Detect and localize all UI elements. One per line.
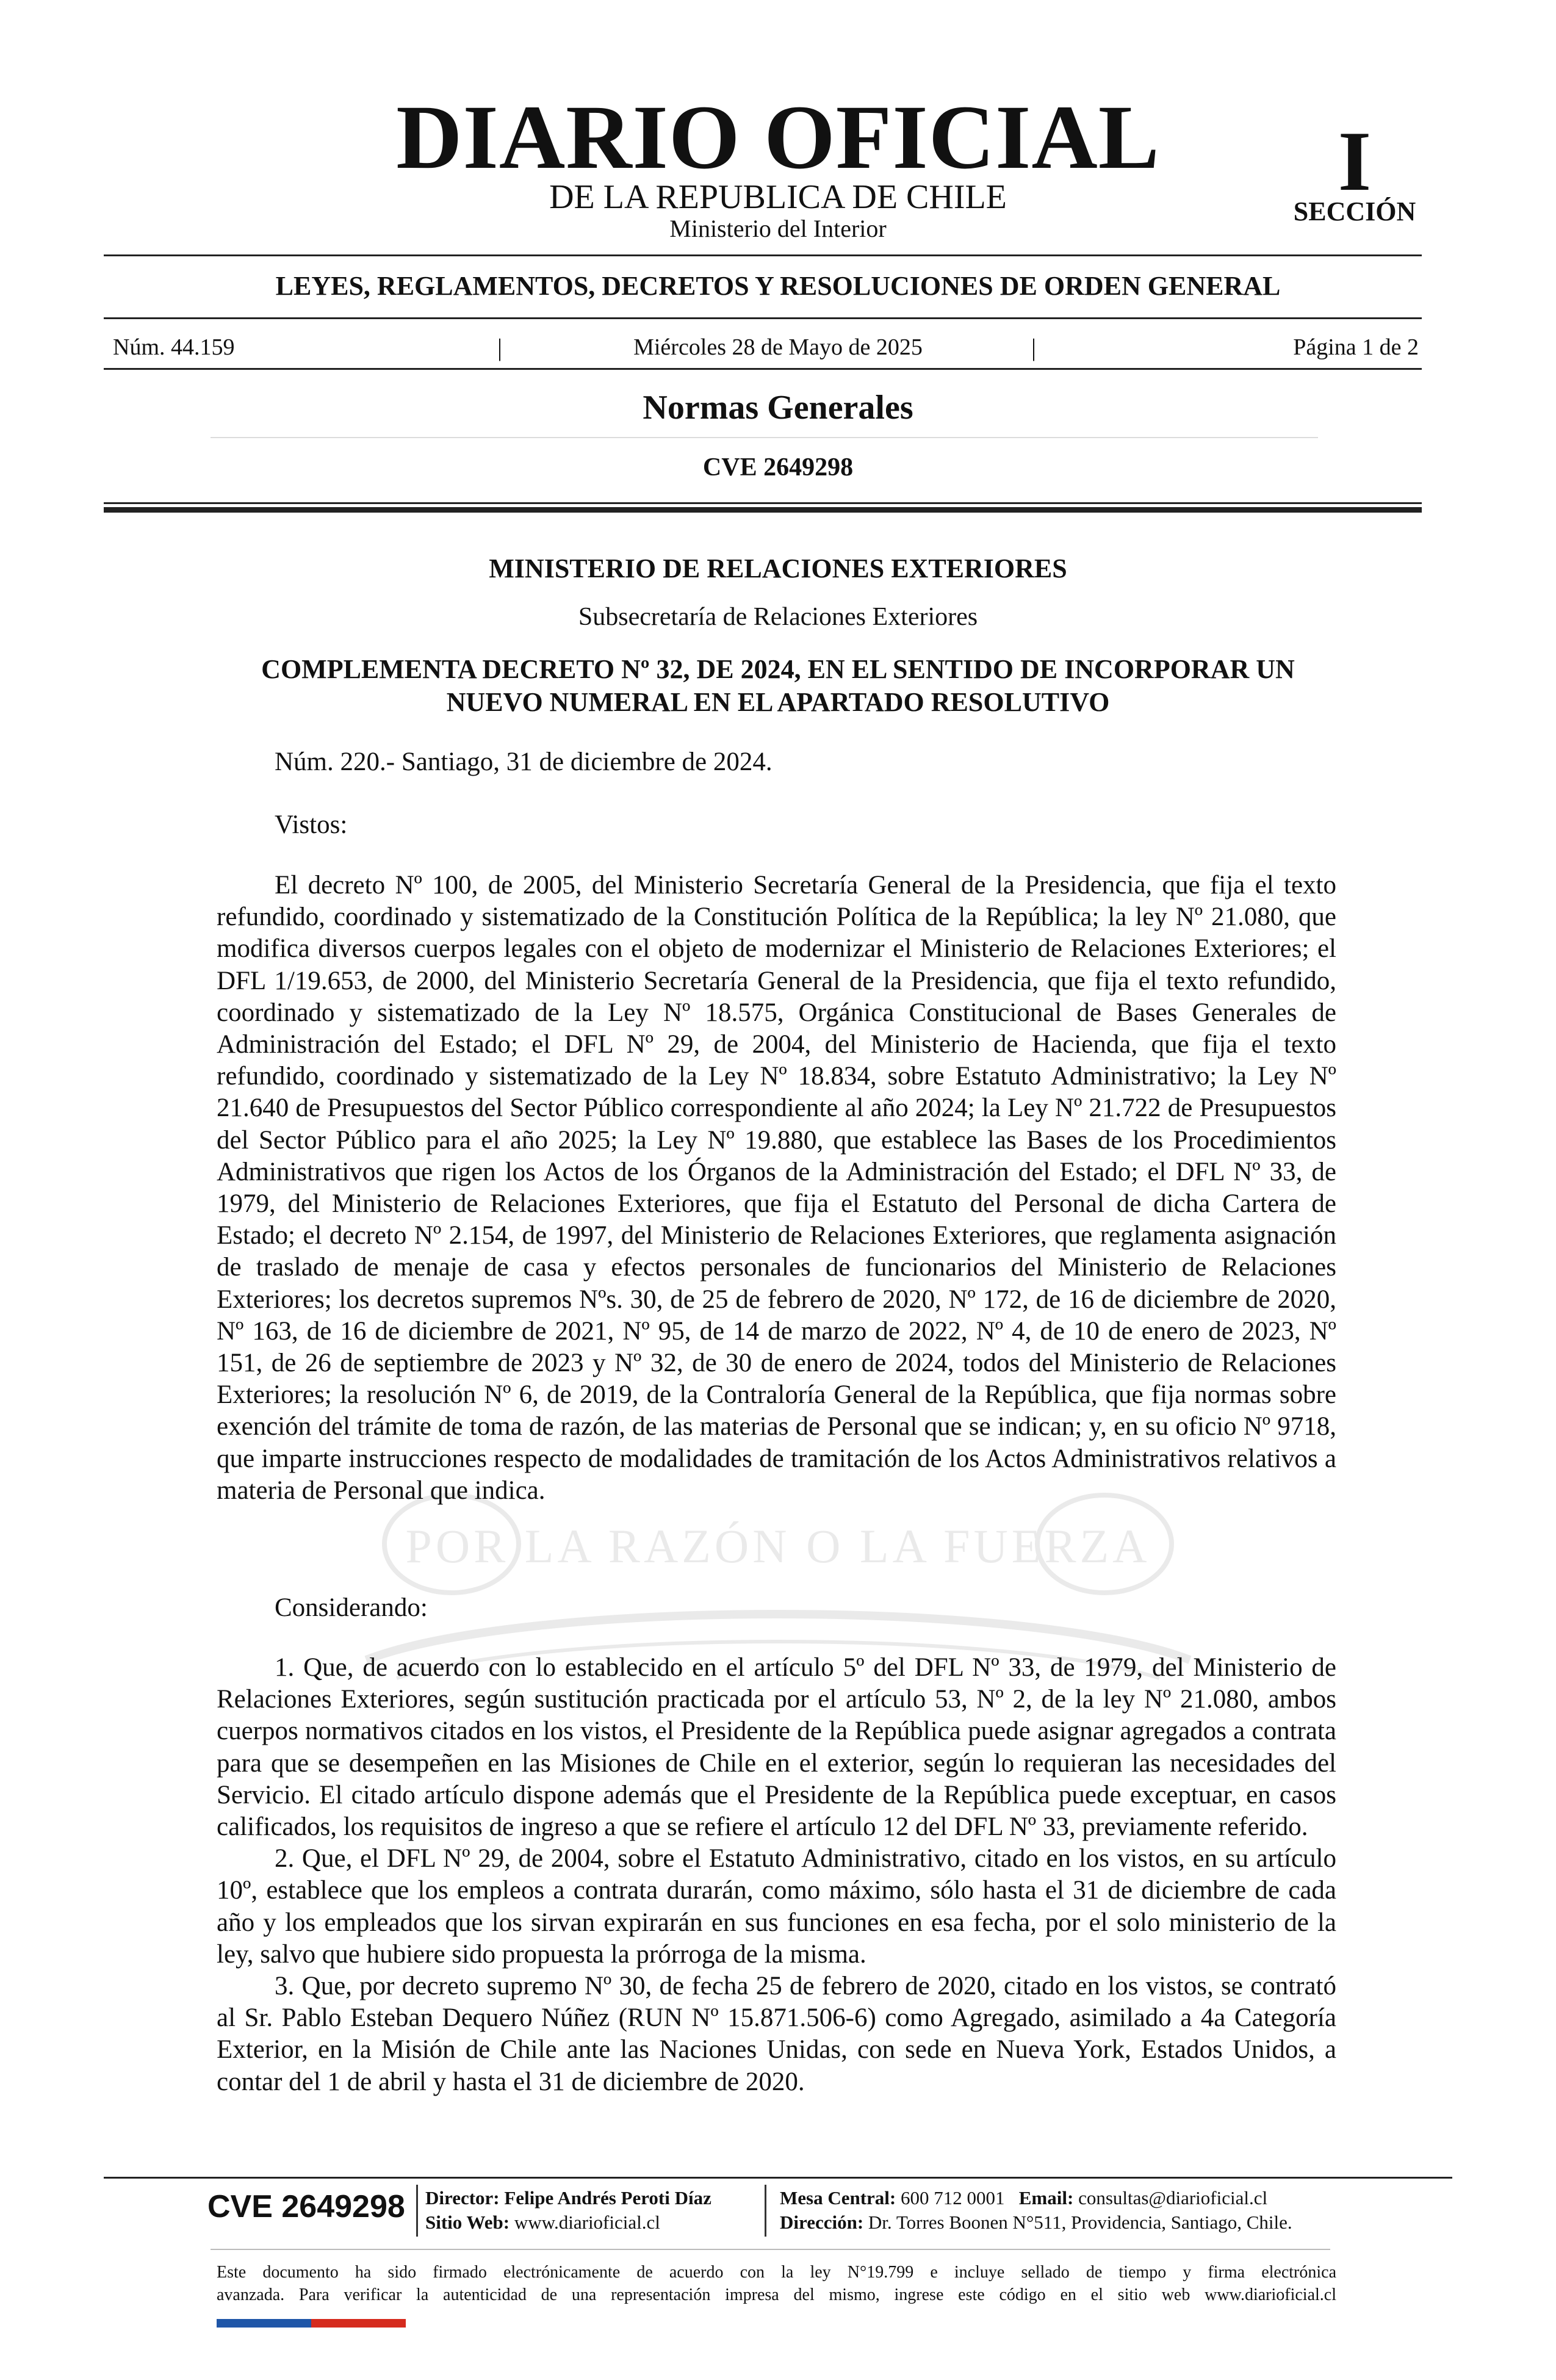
considerando-item: 3. Que, por decreto supremo Nº 30, de fecha 25 de febrero de 2020, citado en los vistos, se contrató al Sr. Pablo Esteban Dequero Núñez (RUN Nº 15.871.506-6) como Agregado, asimilado a 4a Categoría Exterior, en la Misión de Chile ante las Naciones Unidas, con sede en Nueva York, Estados Unidos, a contar del 1 de abril y hasta el 31 de diciembre de 2020. (217, 1972, 1336, 2096)
section-divider (211, 437, 1318, 438)
header-rule-top (104, 254, 1422, 256)
footer-divider (416, 2185, 418, 2237)
decree-title-line: NUEVO NUMERAL EN EL APARTADO RESOLUTIVO (446, 687, 1110, 717)
director-label: Director: (425, 2187, 500, 2209)
footer-director (425, 2186, 711, 2210)
masthead-subtitle: DE LA REPUBLICA DE CHILE (549, 178, 1007, 216)
footer-disclaimer (217, 2261, 1336, 2306)
decree-title-line: COMPLEMENTA DECRETO Nº 32, DE 2024, EN EL SENTIDO DE INCORPORAR UN (261, 654, 1295, 684)
email-link[interactable]: consultas@diarioficial.cl (1078, 2187, 1268, 2209)
vistos-heading: Vistos: (275, 810, 348, 839)
section-label: SECCIÓN (1293, 197, 1416, 226)
header-rule-middle (104, 317, 1422, 319)
address-label: Dirección: (780, 2212, 864, 2233)
email-label: Email: (1018, 2187, 1074, 2209)
masthead-title: DIARIO OFICIAL (396, 87, 1160, 188)
footer-cve: CVE 2649298 (207, 2189, 405, 2224)
footer-rule (104, 2177, 1452, 2179)
flag-stripe-blue (217, 2319, 311, 2328)
meta-separator: | (497, 334, 503, 361)
disclaimer-line: Este documento ha sido firmado electrónicamente de acuerdo con la ley N°19.799 e incluye sellado de tiempo y firma electrónica (217, 2263, 1336, 2282)
category-heading: LEYES, REGLAMENTOS, DECRETOS Y RESOLUCIONES DE ORDEN GENERAL (275, 271, 1281, 301)
footer-contact (780, 2186, 1267, 2210)
issue-date: Miércoles 28 de Mayo de 2025 (633, 334, 923, 360)
issue-number: Núm. 44.159 (113, 334, 235, 360)
considerando-item: 1. Que, de acuerdo con lo establecido en el artículo 5º del DFL Nº 33, de 1979, del Ministerio de Relaciones Exteriores, según sustitución practicada por el artículo 53, Nº 2, de la ley Nº 21.080, ambos cuerpos normativos citados en los vistos, el Presidente de la República puede asignar agregados a contrata para que se desempeñen en las Misiones de Chile en el exterior, según lo requieran las necesidades del Servicio. El citado artículo dispone además que el Presidente de la República puede exceptuar, en casos calificados, los requisitos de ingreso a que se refiere el artículo 12 del DFL Nº 33, previamente referido. (217, 1653, 1336, 1842)
subsecretariat: Subsecretaría de Relaciones Exteriores (578, 603, 978, 631)
section-title: Normas Generales (643, 389, 913, 427)
phone-value: 600 712 0001 (901, 2187, 1005, 2209)
cve-code: CVE 2649298 (702, 453, 854, 481)
footer-address (780, 2210, 1292, 2235)
disclaimer-line: avanzada. Para verificar la autenticidad de una representación impresa del mismo, ingrese este código en el sitio web www.diarioficial.cl (217, 2285, 1336, 2304)
section-number: I (1338, 114, 1372, 209)
website-link[interactable]: www.diarioficial.cl (514, 2212, 660, 2233)
vistos-paragraph (217, 870, 1336, 1507)
decree-title (183, 653, 1373, 719)
footer-divider-light (211, 2249, 1330, 2250)
footer-website (425, 2210, 660, 2235)
director-name: Felipe Andrés Peroti Díaz (504, 2187, 711, 2209)
considerando-heading: Considerando: (275, 1593, 428, 1622)
section-rule-thin (104, 502, 1422, 504)
meta-separator: | (1031, 334, 1037, 361)
flag-stripe-red (311, 2319, 406, 2328)
phone-label: Mesa Central: (780, 2187, 896, 2209)
decree-number: Núm. 220.- Santiago, 31 de diciembre de 2024. (275, 748, 773, 776)
watermark-motto: POR LA RAZÓN O LA FUERZA (405, 1520, 1151, 1573)
considerando-list (217, 1652, 1336, 2098)
footer-divider (765, 2185, 766, 2237)
header-rule-bottom (104, 368, 1422, 370)
section-rule-thick (104, 507, 1422, 513)
address-value: Dr. Torres Boonen N°511, Providencia, Santiago, Chile. (868, 2212, 1292, 2233)
considerando-item: 2. Que, el DFL Nº 29, de 2004, sobre el Estatuto Administrativo, citado en los vistos, en su artículo 10º, establece que los empleos a contrata durarán, como máximo, sólo hasta el 31 de diciembre de cada año y los empleados que los sirvan expirarán en sus funciones en esa fecha, por el solo ministerio de la ley, salvo que hubiere sido propuesta la prórroga de la misma. (217, 1844, 1336, 1969)
masthead-ministry: Ministerio del Interior (669, 215, 887, 242)
website-label: Sitio Web: (425, 2212, 510, 2233)
ministry-heading: MINISTERIO DE RELACIONES EXTERIORES (489, 554, 1067, 583)
vistos-text: El decreto Nº 100, de 2005, del Ministerio Secretaría General de la Presidencia, que fija el texto refundido, coordinado y sistematizado de la Constitución Política de la República; la ley Nº 21.080, que modifica diversos cuerpos legales con el objeto de modernizar el Ministerio de Relaciones Exteriores; el DFL 1/19.653, de 2000, del Ministerio Secretaría General de la Presidencia, que fija el texto refundido, coordinado y sistematizado de la Ley Nº 18.575, Orgánica Constitucional de Bases Generales de Administración del Estado; el DFL Nº 29, de 2004, del Ministerio de Hacienda, que fija el texto refundido, coordinado y sistematizado de la Ley Nº 18.834, sobre Estatuto Administrativo; la Ley Nº 21.640 de Presupuestos del Sector Público correspondiente al año 2024; la Ley Nº 21.722 de Presupuestos del Sector Público para el año 2025; la Ley Nº 19.880, que establece las Bases de los Procedimientos Administrativos que rigen los Actos de los Órganos de la Administración del Estado; el DFL Nº 33, de 1979, del Ministerio de Relaciones Exteriores, que fija el Estatuto del Personal de dicha Cartera de Estado; el decreto Nº 2.154, de 1997, del Ministerio de Relaciones Exteriores, que reglamenta asignación de traslado de menaje de casa y efectos personales de funcionarios del Ministerio de Relaciones Exteriores; los decretos supremos Nºs. 30, de 25 de febrero de 2020, Nº 172, de 16 de diciembre de 2020, Nº 163, de 16 de diciembre de 2021, Nº 95, de 14 de marzo de 2022, Nº 4, de 10 de enero de 2023, Nº 151, de 26 de septiembre de 2023 y Nº 32, de 30 de enero de 2024, todos del Ministerio de Relaciones Exteriores; la resolución Nº 6, de 2019, de la Contraloría General de la República, que fija normas sobre exención del trámite de toma de razón, de las materias de Personal que se indican; y, en su oficio Nº 9718, que imparte instrucciones respecto de modalidades de tramitación de los Actos Administrativos relativos a materia de Personal que indica. (217, 871, 1336, 1505)
page-indicator: Página 1 de 2 (1293, 334, 1419, 360)
